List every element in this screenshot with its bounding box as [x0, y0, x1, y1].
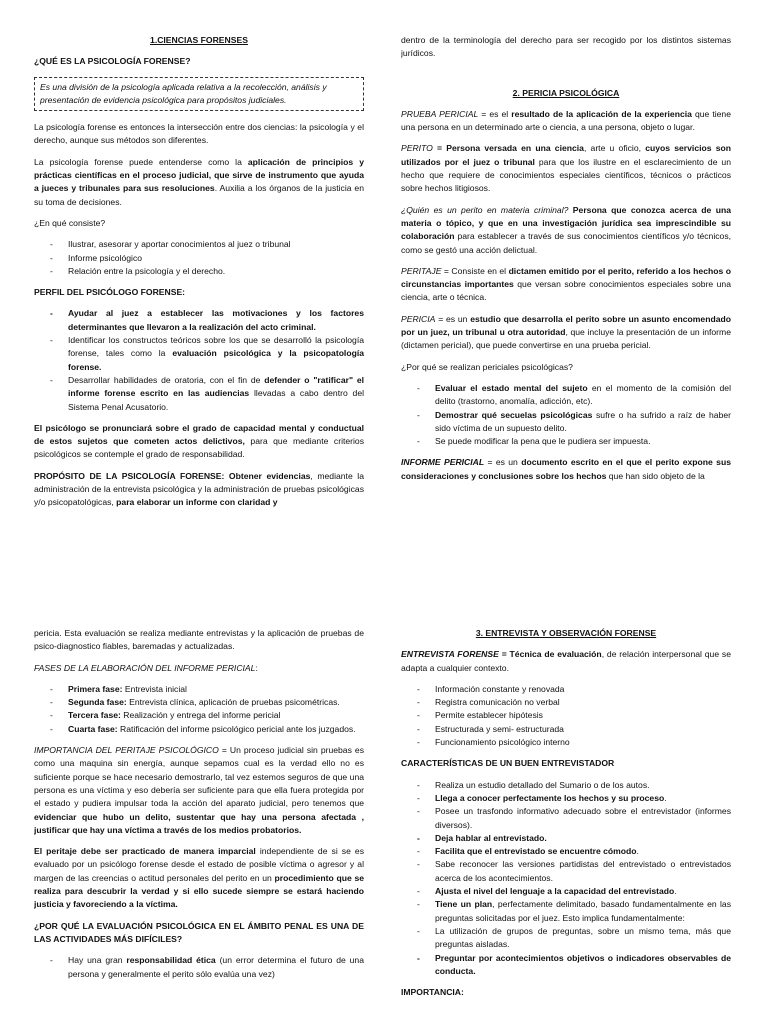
paragraph: ¿Quién es un perito en materia criminal? Persona que conozca acerca de una materia o tópico, y que en una investigación jurídica sea imprescindible su colaboración para establecer a través de sus conocimientos científicos y/o técnicos, como se gestó una acción delictual. [401, 204, 731, 255]
bullet-list [34, 238, 364, 278]
perfil-heading: PERFIL DEL PSICÓLOGO FORENSE: [34, 287, 186, 298]
importancia-heading: IMPORTANCIA: [401, 987, 464, 998]
list-item: - La utilización de grupos de preguntas, sobre un mismo tema, más que preguntas aisladas. [401, 925, 731, 952]
list-item: - Posee un trasfondo informativo adecuado sobre el entrevistador (informes diversos). [401, 805, 731, 832]
list-item: - Primera fase: Entrevista inicial [34, 683, 364, 696]
question-heading: ¿Por qué se realizan periciales psicológicas? [401, 361, 573, 372]
bullet-list [401, 779, 731, 978]
list-item: - Se puede modificar la pena que le pudiera ser impuesta. [401, 435, 731, 448]
definition-pericia: PERICIA = es un estudio que desarrolla el perito sobre un asunto encomendado por un juez, un tribunal u otra autoridad, que incluye la presentación de un informe (dictamen pericial), que puede convertirse en una prueba pericial. [401, 313, 731, 351]
bullet-list [34, 954, 364, 981]
list-item: - Facilita que el entrevistado se encuentre cómodo. [401, 845, 731, 858]
question-heading: ¿POR QUÉ LA EVALUACIÓN PSICOLÓGICA EN EL ÁMBITO PENAL ES UNA DE LAS ACTIVIDADES MÁS DIFÍCILES? [34, 920, 364, 944]
section-fases-informe [34, 627, 364, 1024]
definition-prueba-pericial: PRUEBA PERICIAL = es el resultado de la aplicación de la experiencia que tiene una persona en un determinado arte o ciencia, a una persona, objeto o lugar. [401, 108, 731, 133]
section-pericia-psicologica [401, 34, 731, 534]
list-item: - Registra comunicación no verbal [401, 696, 731, 709]
definition-box: Es una división de la psicología aplicada relativa a la recolección, análisis y presentación de evidencia psicológica para propósitos judiciales. [34, 77, 364, 112]
definition-informe-pericial: INFORME PERICIAL = es un documento escrito en el que el perito expone sus consideraciones y conclusiones sobre los hechos que han sido objeto de la [401, 457, 731, 481]
paragraph-continuation: pericia. Esta evaluación se realiza mediante entrevistas y la aplicación de pruebas de psico-diagnostico fiables, baremadas y actualizadas. [34, 628, 364, 652]
list-item: - Realiza un estudio detallado del Sumario o de los autos. [401, 779, 731, 792]
section-entrevista-forense [401, 627, 731, 1024]
paragraph-continuation: dentro de la terminología del derecho para ser recogido por los distintos sistemas jurídicos. [401, 35, 731, 59]
definition-entrevista-forense: ENTREVISTA FORENSE = Técnica de evaluación, de relación interpersonal que se adapta a cualquier contexto. [401, 649, 731, 673]
list-item: - Preguntar por acontecimientos objetivos o indicadores observables de conducta. [401, 952, 731, 979]
definition-perito: PERITO = Persona versada en una ciencia, arte u oficio, cuyos servicios son utilizados por el juez o tribunal para que los ilustre en el esclarecimiento de un hecho que requiere de conocimientos especiales científicos, técnicos o prácticos sobre hechos litigiosos. [401, 143, 731, 194]
fases-heading: FASES DE LA ELABORACIÓN DEL INFORME PERICIAL: [34, 662, 258, 673]
list-item: - Ayudar al juez a establecer las motivaciones y los factores determinantes que llevaron a la realización del acto criminal. [34, 307, 364, 334]
list-item: - Permite establecer hipótesis [401, 709, 731, 722]
list-item: - Llega a conocer perfectamente los hechos y su proceso. [401, 792, 731, 805]
list-item: - Cuarta fase: Ratificación del informe psicológico pericial ante los juzgados. [34, 723, 364, 736]
bullet-list [34, 307, 364, 413]
list-item: - Deja hablar al entrevistado. [401, 832, 731, 845]
list-item: - Tercera fase: Realización y entrega del informe pericial [34, 709, 364, 722]
section-ciencias-forenses [34, 34, 364, 534]
bullet-list [34, 683, 364, 736]
bullet-list [401, 382, 731, 448]
list-item: - Funcionamiento psicológico interno [401, 736, 731, 749]
paragraph: La psicología forense es entonces la intersección entre dos ciencias: la psicología y el derecho, aunque sus métodos son diferentes. [34, 122, 364, 146]
section-title: 3. ENTREVISTA Y OBSERVACIÓN FORENSE [475, 628, 657, 638]
list-item: - Segunda fase: Entrevista clínica, aplicación de pruebas psicométricas. [34, 696, 364, 709]
list-item: - Estructurada y semi- estructurada [401, 723, 731, 736]
paragraph: La psicología forense puede entenderse como la aplicación de principios y prácticas científicas en el proceso judicial, que sirve de instrumento que ayuda a jueces y tribunales para sus resoluciones. Auxilia a los órganos de la justicia en su toma de decisiones. [34, 156, 364, 207]
list-item: - Relación entre la psicología y el derecho. [34, 265, 364, 278]
list-item: - Informe psicológico [34, 252, 364, 265]
section-title: 2. PERICIA PSICOLÓGICA [512, 87, 620, 98]
paragraph: IMPORTANCIA DEL PERITAJE PSICOLÓGICO = Un proceso judicial sin pruebas es como una maquina sin energía, aunque sepamos cual es la verdad ello no es suficiente porque se hace necesario demostrarlo, tal vez estemos seguros de que una persona es una víctima y eso debería ser suficiente para que ella fuera protegida por el estado y pudiera impulsar toda la acción del aparato judicial, pero tenemos que evidenciar que hubo un delito, sustentar que hay una persona afectada , justificar que hay una víctima a través de los medios probatorios. [34, 745, 364, 835]
section-title: 1.CIENCIAS FORENSES [150, 35, 248, 45]
question-heading: ¿En qué consiste? [34, 217, 106, 228]
list-item: - Ajusta el nivel del lenguaje a la capacidad del entrevistado. [401, 885, 731, 898]
paragraph: El psicólogo se pronunciará sobre el grado de capacidad mental y conductual de estos sujetos que cometen actos delictivos, para que mediante criterios psicológicos se contemple el grado de responsabilidad. [34, 422, 364, 460]
paragraph: El peritaje debe ser practicado de manera imparcial independiente de si se es evaluado por un psicólogo forense desde el estado de posible víctima o agresor y al margen de las creencias o actitud personales del perito en un procedimiento que se realiza para descubrir la verdad y si ello sucede siempre se estará haciendo justicia y favoreciendo a la víctima. [34, 846, 364, 910]
paragraph: PROPÓSITO DE LA PSICOLOGÍA FORENSE: Obtener evidencias, mediante la administración de la entrevista psicológica y la administración de pruebas psicológicas y/o psicopatológicas, para elaborar un informe con claridad y [34, 470, 364, 508]
list-item: - Información constante y renovada [401, 683, 731, 696]
list-item: - Tiene un plan, perfectamente delimitado, basado fundamentalmente en las preguntas solicitadas por el juez. Esto implica fundamentalmente: [401, 898, 731, 925]
list-item: - Demostrar qué secuelas psicológicas sufre o ha sufrido a raíz de haber sido víctima de un supuesto delito. [401, 409, 731, 436]
question-heading: ¿QUÉ ES LA PSICOLOGÍA FORENSE? [34, 56, 191, 67]
definition-peritaje: PERITAJE = Consiste en el dictamen emitido por el perito, referido a los hechos o circunstancias importantes que versan sobre conocimientos especiales sobre una ciencia, arte o técnica. [401, 265, 731, 303]
list-item: - Ilustrar, asesorar y aportar conocimientos al juez o tribunal [34, 238, 364, 251]
caracteristicas-heading: CARACTERÍSTICAS DE UN BUEN ENTREVISTADOR [401, 758, 615, 769]
list-item: - Hay una gran responsabilidad ética (un error determina el futuro de una persona y generalmente el perito sólo evalúa una vez) [34, 954, 364, 981]
list-item: - Sabe reconocer las versiones partidistas del entrevistado o entrevistados acerca de los acontecimientos. [401, 858, 731, 885]
list-item: - Evaluar el estado mental del sujeto en el momento de la comisión del delito (trastorno, anomalía, adicción, etc). [401, 382, 731, 409]
list-item: - Identificar los constructos teóricos sobre los que se desarrolló la psicología forense, tales como la evaluación psicológica y la psicopatología forense. [34, 334, 364, 374]
bullet-list [401, 683, 731, 749]
list-item: - Desarrollar habilidades de oratoria, con el fin de defender o "ratificar" el informe forense escrito en las audiencias llevadas a cabo dentro del Sistema Penal Acusatorio. [34, 374, 364, 414]
